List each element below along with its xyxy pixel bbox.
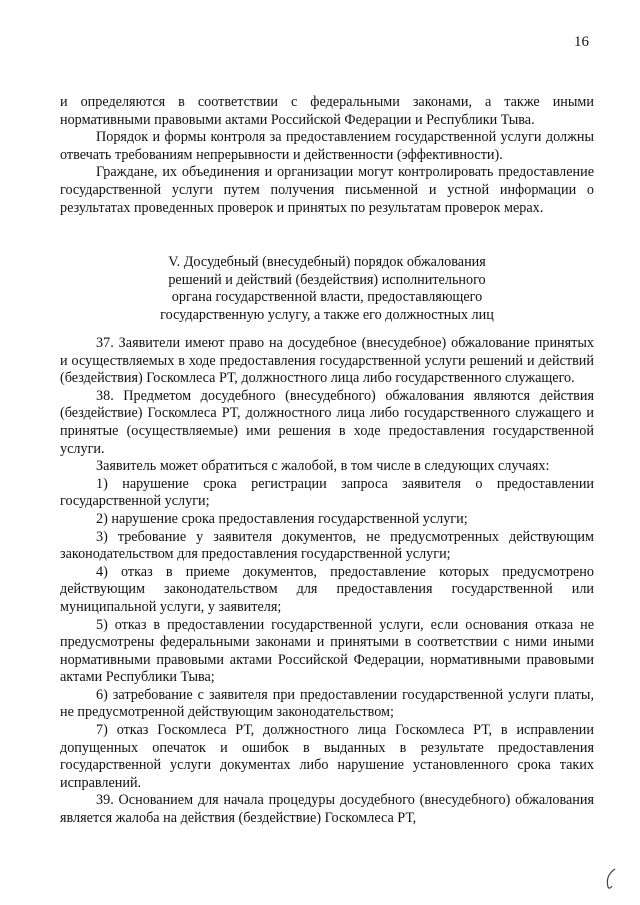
intro-block (60, 94, 594, 217)
list-item: 6) затребование с заявителя при предоставлении государственной услуги платы, не предусмотренной действующим законодательством; (60, 686, 594, 721)
paragraph: Граждане, их объединения и организации могут контролировать предоставление государственной услуги путем получения письменной и устной информации о результатах проведенных проверок и принятых по результатам проверок мерах. (60, 164, 594, 216)
paragraph: 38. Предметом досудебного (внесудебного) обжалования являются действия (бездействие) Госкомлеса РТ, должностного лица либо государственного служащего и принятые (осуществляемые) ими решения в ходе предоставления государственной услуги. (60, 387, 594, 457)
section-heading (60, 254, 594, 324)
list-item: 2) нарушение срока предоставления государственной услуги; (96, 510, 468, 527)
heading-line: государственную услугу, а также его должностных лиц (160, 306, 494, 323)
paragraph: 39. Основанием для начала процедуры досудебного (внесудебного) обжалования является жалоба на действия (бездействие) Госкомлеса РТ, (60, 792, 594, 827)
paragraph: Заявитель может обратиться с жалобой, в том числе в следующих случаях: (96, 458, 550, 475)
heading-line: решений и действий (бездействия) исполнительного (168, 271, 486, 288)
heading-line: органа государственной власти, предоставляющего (171, 289, 483, 306)
paragraph: и определяются в соответствии с федеральными законами, а также иными нормативными правовыми актами Российской Федерации и Республики Тыва. (60, 94, 594, 128)
heading-line: V. Досудебный (внесудебный) порядок обжалования (168, 254, 486, 270)
paragraph: 37. Заявители имеют право на досудебное (внесудебное) обжалование принятых и осуществляемых в ходе предоставления государственной услуги решений и действий (бездействия) Госкомлеса РТ, должностного лица либо государственного служащего. (60, 335, 594, 387)
list-item: 1) нарушение срока регистрации запроса заявителя о предоставлении государственной услуги; (60, 475, 594, 510)
page-number: 16 (574, 34, 589, 50)
main-block (60, 335, 594, 828)
list-item: 5) отказ в предоставлении государственной услуги, если основания отказа не предусмотрены федеральными законами и принятыми в соответствии с ними иными нормативными правовыми актами Российской Федерации, нормативными правовыми актами Республики Тыва; (60, 616, 594, 686)
paragraph: Порядок и формы контроля за предоставлением государственной услуги должны отвечать требованиям непрерывности и действенности (эффективности). (60, 129, 594, 163)
list-item: 4) отказ в приеме документов, предоставление которых предусмотрено действующим законодательством для предоставления государственной или муниципальной услуги, у заявителя; (60, 563, 594, 615)
list-item: 3) требование у заявителя документов, не предусмотренных действующим законодательством для предоставления государственной услуги; (60, 528, 594, 563)
list-item: 7) отказ Госкомлеса РТ, должностного лица Госкомлеса РТ, в исправлении допущенных опечаток и ошибок в выданных в результате предоставления государственной услуги документах либо нарушение установленного срока таких исправлений. (60, 722, 594, 791)
handwritten-mark (603, 867, 619, 891)
